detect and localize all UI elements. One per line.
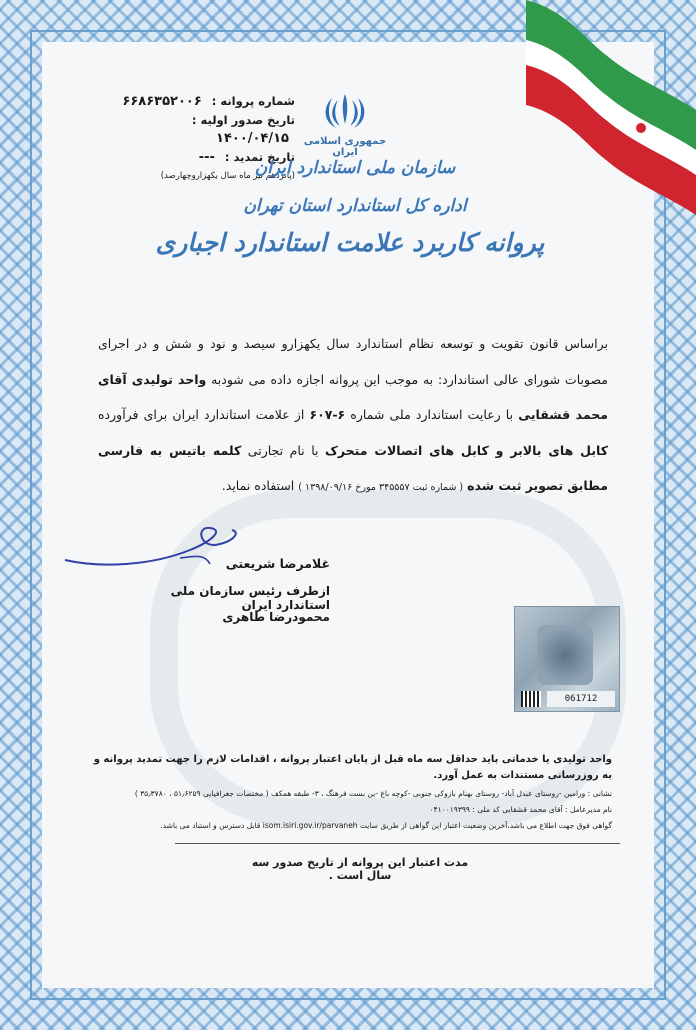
license-number-row	[120, 92, 295, 111]
security-hologram	[514, 606, 620, 712]
body-line-3-end: از علامت	[255, 407, 305, 422]
certificate-body	[98, 326, 608, 506]
national-org-name: سازمان ملی استاندارد ایران	[254, 158, 456, 178]
trade-name: کلمه باتیس به فارسی مطابق تصویر ثبت شده	[98, 442, 608, 493]
divider	[175, 843, 620, 844]
body-line-2: اجرای مصوبات شورای عالی استاندارد: به موجب این پروانه اجازه داده می شودبه	[98, 336, 608, 387]
hologram-code: 061712	[547, 691, 615, 707]
validity-statement: مدت اعتبار این پروانه از تاریخ صدور سه سال است .	[251, 856, 469, 882]
registration-info: ( شماره ثبت ۳۴۵۵۵۷ مورخ ۱۳۹۸/۰۹/۱۶ )	[298, 482, 464, 493]
address-line: نشانی : ورامین -روستای عبدل آباد- روستای بهنام بازوکی جنوبی -کوچه باغ -بن بست فرهنگ ، ۳- طبقه همکف ( مختصات جغرافیایی ۵۱٫۶۲۵۹ ، ۳۵٫۳۷۸۰ )	[134, 789, 612, 798]
issue-date-words: (پانزدهم تیر ماه سال یکهزاروچهارصد)	[160, 171, 295, 181]
producer-name: واحد تولیدی آقای محمد قشقایی	[98, 371, 608, 422]
renewal-date: ---	[198, 150, 215, 165]
iran-emblem-icon	[320, 90, 370, 132]
renewal-date-label: تاریخ تمدید :	[224, 150, 295, 164]
issue-date: ۱۴۰۰/۰۴/۱۵	[216, 131, 289, 146]
standard-number: ۶-۶۰۷	[309, 407, 346, 422]
certificate-title: پروانه کاربرد علامت استاندارد اجباری	[155, 228, 545, 257]
license-number: ۶۶۸۶۳۵۲۰۰۶	[122, 94, 202, 109]
signer-name: غلامرضا شریعتی	[225, 556, 330, 571]
body-line-3: با رعایت استاندارد ملی شماره	[350, 407, 514, 422]
product-name: کابل های بالابر و کابل های اتصالات متحرک	[325, 442, 608, 458]
signer-title: ازطرف رئیس سازمان ملی استاندارد ایران	[170, 584, 330, 612]
second-signer-name: محمودرضا طاهری	[222, 610, 330, 624]
qr-code-icon	[521, 691, 541, 707]
iran-flag-ribbon-icon	[526, 0, 696, 215]
manager-line: نام مدیرعامل : آقای محمد قشقایی کد ملی : ۰۴۱۰۰۱۹۳۹۹	[429, 805, 612, 814]
renewal-notice: واحد تولیدی یا خدماتی باید حداقل سه ماه قبل از پایان اعتبار پروانه ، اقدامات لازم را جهت تمدید پروانه و به روزرسانی مستندات به عمل آورد.	[93, 754, 612, 781]
verification-line: گواهی فوق جهت اطلاع می باشد،آخرین وضعیت اعتبار این گواهی از طریق سایت isom.isiri.gov.ir/parvaneh قابل دسترس و استناد می باشد.	[160, 821, 612, 830]
issue-date-row	[120, 111, 295, 148]
body-line-4: استاندارد ایران برای فرآورده	[98, 407, 251, 422]
license-number-label: شماره پروانه :	[211, 94, 295, 108]
body-line-1: براساس قانون تقویت و توسعه نظام استاندارد سال یکهزارو سیصد و نود و شش و در	[135, 336, 608, 351]
republic-label: جمهوری اسلامی ایران	[303, 136, 387, 158]
body-line-4-end: با نام تجارتی	[247, 442, 319, 458]
issue-date-label: تاریخ صدور اولیه :	[191, 113, 295, 127]
provincial-org-name: اداره کل استاندارد استان تهران	[243, 196, 467, 216]
body-line-5-end: استفاده نماید.	[221, 478, 295, 493]
hologram-seal-icon	[537, 625, 593, 685]
signature-scribble-icon	[60, 520, 250, 590]
